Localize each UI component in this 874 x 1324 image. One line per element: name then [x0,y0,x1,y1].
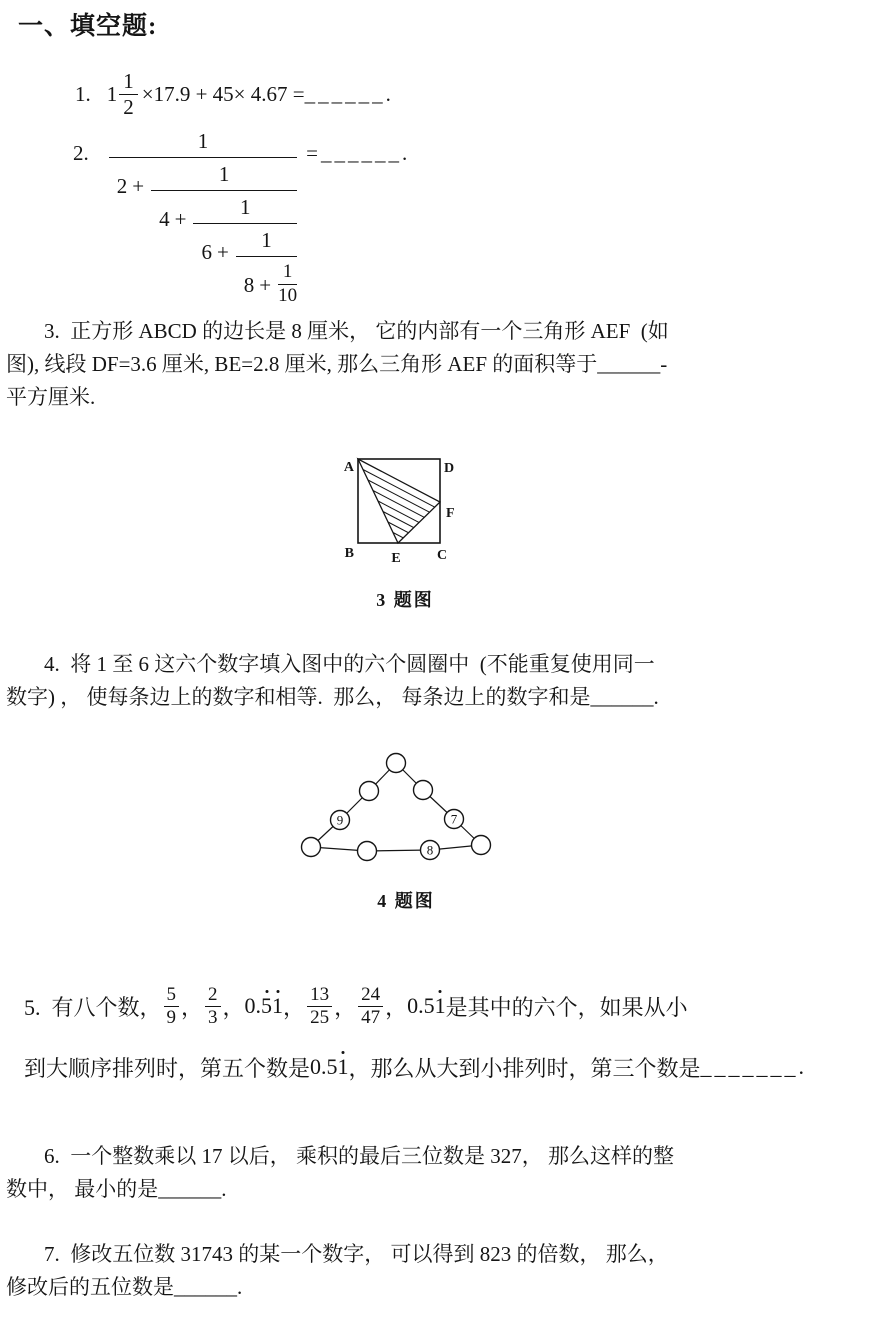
cf-term-2: 4 + [159,207,187,231]
vertex-label-d: D [444,461,455,476]
figure-3-caption: 3 题图 [376,590,434,610]
equals-sign: = [306,141,318,165]
circle-right-upper [414,781,433,800]
fraction-13-25: 13 25 [307,985,332,1028]
circle-value-7: 7 [450,811,458,827]
question-5-answer-blank: _______ [700,1054,799,1080]
point-label-f: F [446,506,455,521]
circle-value-9: 9 [336,812,344,828]
question-4 [6,648,866,714]
question-1-number: 1. [75,81,91,106]
question-1-answer-blank: ______ [304,81,386,106]
question-2-number: 2. [73,141,89,165]
circle-apex [387,754,406,773]
cf-term-4: 8 + [243,273,272,297]
question-5-text: ，那么从大到小排列时，第三个数是 [348,1055,701,1081]
circle-bottom-left-mid [358,842,377,861]
question-3-line-2: 图), 线段 DF=3.6 厘米, BE=2.8 厘米, 那么三角形 AEF 的面积等于______- [6,352,668,376]
section-title: 一、填空题: [18,13,158,40]
repeating-decimal-1: 0.51 [244,993,284,1019]
cf-innermost-fraction [278,262,297,306]
triangle-aef [358,459,440,543]
question-2-answer-blank: ______ [320,141,402,165]
question-6 [6,1140,866,1206]
question-5 [24,985,870,1083]
question-1 [75,70,391,118]
mixed-number-whole: 1 [106,81,118,106]
fraction-24-47: 24 47 [358,985,383,1028]
cf-term-3: 6 + [201,240,229,264]
question-4-line-1: 4. 将 1 至 6 这六个数字填入图中的六个圆圈中 (不能重复使用同一 [44,652,655,676]
question-7-line-1: 7. 修改五位数 31743 的某一个数字， 可以得到 823 的倍数， 那么， [44,1242,669,1266]
vertex-label-c: C [437,548,448,563]
fraction-denominator: 10 [278,284,298,306]
question-7 [6,1238,866,1304]
cf-numerator-3: 1 [193,194,297,224]
question-5-text: 到大顺序排列时，第五个数是 [24,1055,311,1081]
fraction-2-3: 2 3 [205,985,221,1028]
question-5-line-2 [24,1052,870,1083]
cf-numerator-2: 1 [151,161,297,191]
question-1-expression: ×17.9 + 45× 4.67 = [141,81,305,106]
cf-term-1: 2 + [116,174,145,198]
question-3-line-1: 3. 正方形 ABCD 的边长是 8 厘米， 它的内部有一个三角形 AEF (如 [44,319,669,343]
fraction-numerator: 1 [119,70,138,95]
mixed-number-fraction [119,70,138,118]
continued-fraction-level-3 [193,194,297,306]
vertex-label-b: B [344,546,354,561]
question-5-text: 5. 有八个数， [24,994,162,1020]
question-5-period: . [798,1054,805,1080]
figure-3-drawing [330,445,480,573]
circle-bottom-left-vertex [302,838,321,857]
circle-bottom-right-vertex [472,836,491,855]
repeating-decimal-3: 0.51 [310,1054,349,1080]
cf-numerator-4: 1 [236,227,297,257]
question-5-line-1: 5. 有八个数， 5 9 ， 2 3 ， 0.51 ， 13 25 ， 24 47 ， 0.51 是其中的六个，如果从小 [24,984,688,1028]
triangle-edges [311,763,481,851]
question-2 [73,128,407,306]
continued-fraction-level-4 [236,227,297,306]
figure-4 [300,750,500,913]
question-4-line-2: 数字) ， 使每条边上的数字和相等. 那么， 每条边上的数字和是______. [6,685,659,709]
question-3-line-3: 平方厘米. [6,385,96,409]
question-7-line-2: 修改后的五位数是______. [6,1275,243,1299]
circle-left-upper [360,782,379,801]
question-5-text: 是其中的六个，如果从小 [445,994,688,1020]
continued-fraction-level-1 [109,128,297,306]
question-3 [6,315,866,414]
fraction-5-9: 5 9 [164,985,180,1028]
vertex-label-a: A [343,460,354,475]
square-abcd [358,459,440,543]
cf-numerator-1: 1 [109,128,297,158]
repeating-decimal-2: 0.51 [407,993,446,1019]
question-2-period: . [401,141,408,165]
question-6-line-2: 数中， 最小的是______. [6,1177,227,1201]
point-label-e: E [391,551,401,566]
question-1-period: . [385,81,391,106]
fraction-numerator: 1 [278,262,297,285]
question-6-line-1: 6. 一个整数乘以 17 以后， 乘积的最后三位数是 327， 那么这样的整 [44,1144,674,1168]
figure-3 [330,445,480,612]
circle-value-8: 8 [426,842,434,858]
continued-fraction-level-2 [151,161,297,306]
figure-4-caption: 4 题图 [377,891,435,911]
fraction-denominator: 2 [123,95,134,120]
figure-4-drawing [300,750,500,864]
